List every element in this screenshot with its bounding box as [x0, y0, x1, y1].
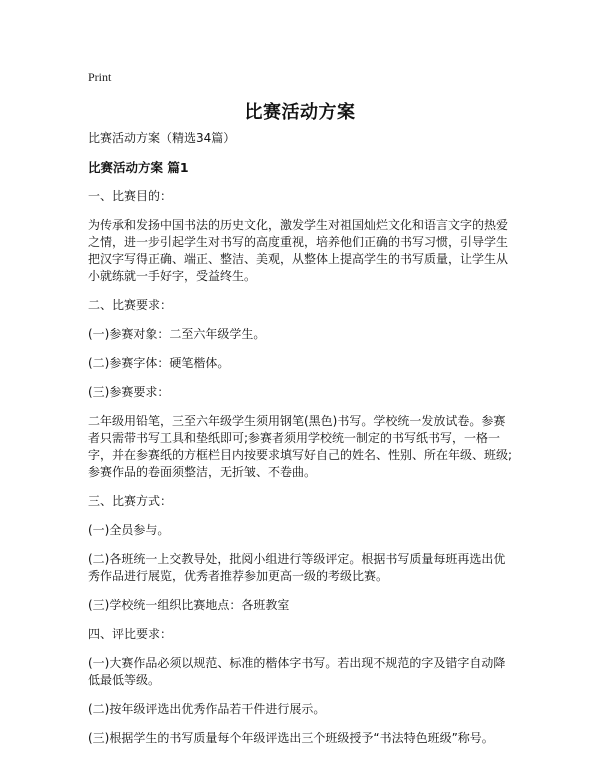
paragraph-font: (二)参赛字体：硬笔楷体。 — [88, 356, 230, 370]
paragraph-rules-heading: (三)参赛要求： — [88, 385, 170, 399]
paragraph-requirements-heading: 二、比赛要求： — [88, 298, 173, 312]
paragraph-judging-2: (二)按年级评选出优秀作品若干件进行展示。 — [88, 702, 326, 716]
page-title: 比赛活动方案 — [244, 102, 356, 123]
paragraph-judging-1: (一)大赛作品必须以规范、标准的楷体字书写。若出现不规范的字及错字自动降低最低等级。 — [88, 656, 506, 687]
paragraph-judging-3: (三)根据学生的书写质量每个年级评选出三个班级授予“书法特色班级”称号。 — [88, 731, 494, 745]
paragraph-purpose-text: 为传承和发扬中国书法的历史文化，激发学生对祖国灿烂文化和语言文字的热爱之情，进一步引起学生对书写的高度重视，培养他们正确的书写习惯，引导学生把汉字写得正确、端正、整洁、美观，从整体上提高学生的书写质量，让学生从小就练就一手好字，受益终生。 — [88, 218, 509, 283]
document-subtitle: 比赛活动方案（精选34篇） — [88, 131, 236, 145]
paragraph-purpose-heading: 一、比赛目的： — [88, 189, 173, 203]
paragraph-method-1: (一)全员参与。 — [88, 523, 170, 537]
paragraph-participants: (一)参赛对象：二至六年级学生。 — [88, 327, 266, 341]
paragraph-method-heading: 三、比赛方式： — [88, 494, 173, 508]
document-body — [88, 130, 514, 759]
paragraph-judging-heading: 四、评比要求： — [88, 627, 173, 641]
paragraph-rules-text: 二年级用铅笔，三至六年级学生须用钢笔(黑色)书写。学校统一发放试卷。参赛者只需带书写工具和垫纸即可;参赛者须用学校统一制定的书写纸书写，一格一字，并在参赛纸的方框栏目内按要求填写好自己的姓名、性别、所在年级、班级;参赛作品的卷面须整洁，无折皱、不卷曲。 — [88, 414, 513, 479]
section-heading: 比赛活动方案 篇1 — [88, 160, 189, 175]
paragraph-method-3: (三)学校统一组织比赛地点：各班教室 — [88, 598, 290, 612]
print-link[interactable]: Print — [88, 70, 112, 84]
paragraph-method-2: (二)各班统一上交教导处，批阅小组进行等级评定。根据书写质量每班再选出优秀作品进行展览，优秀者推荐参加更高一级的考级比赛。 — [88, 552, 506, 583]
